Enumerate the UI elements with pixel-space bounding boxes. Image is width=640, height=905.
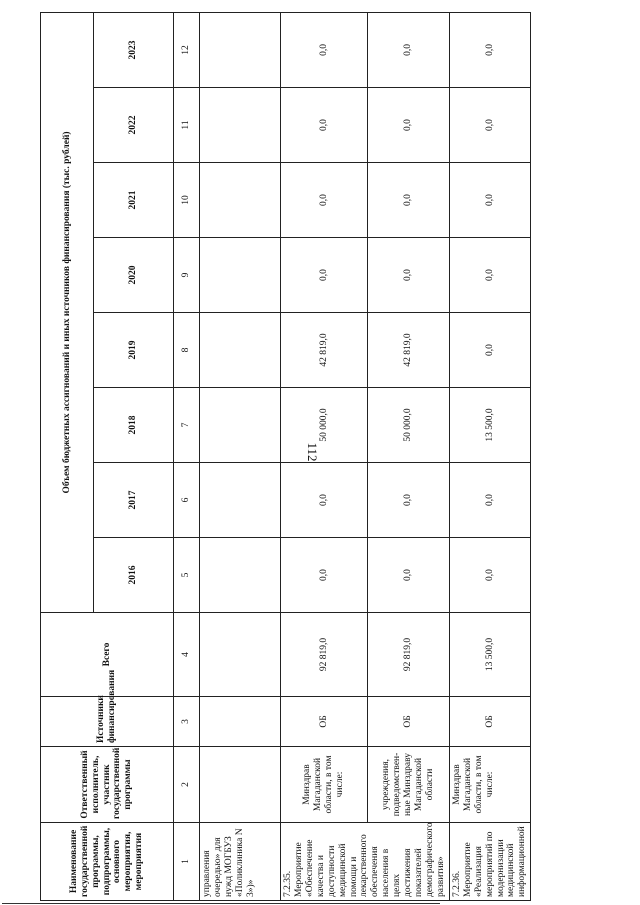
row-value: 0,0 bbox=[281, 88, 368, 163]
row-value: 0,0 bbox=[367, 163, 449, 238]
column-number: 1 bbox=[174, 823, 200, 901]
row-value: 0,0 bbox=[449, 88, 530, 163]
table-row bbox=[367, 12, 449, 900]
row-value: 13 500,0 bbox=[449, 388, 530, 463]
header-total: Всего bbox=[41, 613, 174, 697]
header-name: Наименование государственной программы, подпрограммы, основного мероприятия, мероприятия bbox=[41, 823, 174, 901]
column-number: 2 bbox=[174, 747, 200, 823]
row-value: 0,0 bbox=[449, 538, 530, 613]
row-value: 0,0 bbox=[281, 163, 368, 238]
footer-rule bbox=[2, 903, 440, 904]
row-value bbox=[200, 313, 281, 388]
row-executor: Минздрав Магаданской области, в том числе: bbox=[449, 747, 530, 823]
header-year-2021: 2021 bbox=[94, 163, 174, 238]
row-total bbox=[200, 613, 281, 697]
row-total: 92 819,0 bbox=[367, 613, 449, 697]
row-value: 0,0 bbox=[449, 313, 530, 388]
row-total: 13 500,0 bbox=[449, 613, 530, 697]
header-source: Источники финансирования bbox=[41, 697, 174, 747]
header-year-2016: 2016 bbox=[94, 538, 174, 613]
header-year-2018: 2018 bbox=[94, 388, 174, 463]
header-year-2017: 2017 bbox=[94, 463, 174, 538]
row-value bbox=[200, 388, 281, 463]
rotated-table-wrapper bbox=[40, 13, 528, 901]
row-value bbox=[200, 88, 281, 163]
header-year-2022: 2022 bbox=[94, 88, 174, 163]
header-funding-group: Объем бюджетных ассигнований и иных источников финансирования (тыс. рублей) bbox=[41, 12, 94, 612]
table-row bbox=[281, 12, 368, 900]
page-number: 112 bbox=[305, 442, 320, 462]
column-number: 4 bbox=[174, 613, 200, 697]
row-value: 0,0 bbox=[281, 463, 368, 538]
column-number: 10 bbox=[174, 163, 200, 238]
column-number: 8 bbox=[174, 313, 200, 388]
row-total: 92 819,0 bbox=[281, 613, 368, 697]
row-name: управления очередью» для нужд МОГБУЗ «Поликлиника N 3»)» bbox=[200, 823, 281, 901]
row-value: 0,0 bbox=[367, 88, 449, 163]
row-value bbox=[200, 12, 281, 87]
row-value: 42 819,0 bbox=[367, 313, 449, 388]
row-value: 0,0 bbox=[367, 238, 449, 313]
row-value: 0,0 bbox=[281, 238, 368, 313]
column-number: 9 bbox=[174, 238, 200, 313]
column-number: 12 bbox=[174, 12, 200, 87]
row-value: 0,0 bbox=[367, 463, 449, 538]
row-source: ОБ bbox=[281, 697, 368, 747]
row-name: 7.2.35. Мероприятие «Обеспечение качества и доступности медицинской помощи и лекарственного обеспечения населения в целях достижения показателей демографического развития» bbox=[281, 823, 450, 901]
funding-table bbox=[40, 12, 531, 901]
row-source: ОБ bbox=[449, 697, 530, 747]
row-value: 0,0 bbox=[281, 12, 368, 87]
column-number: 3 bbox=[174, 697, 200, 747]
row-executor bbox=[200, 747, 281, 823]
row-value: 0,0 bbox=[449, 12, 530, 87]
row-value: 0,0 bbox=[367, 538, 449, 613]
row-value: 50 000,0 bbox=[281, 388, 368, 463]
row-source bbox=[200, 697, 281, 747]
header-executor: Ответственный исполнитель, участник государственной программы bbox=[41, 747, 174, 823]
row-value: 0,0 bbox=[449, 163, 530, 238]
row-value: 0,0 bbox=[281, 538, 368, 613]
column-number: 6 bbox=[174, 463, 200, 538]
table-row bbox=[200, 12, 281, 900]
table-row bbox=[449, 12, 530, 900]
row-value bbox=[200, 238, 281, 313]
column-number: 5 bbox=[174, 538, 200, 613]
row-value bbox=[200, 463, 281, 538]
row-value: 0,0 bbox=[449, 238, 530, 313]
row-value: 0,0 bbox=[449, 463, 530, 538]
row-name: 7.2.36. Мероприятие «Реализация мероприятий по модернизации медицинской информационной bbox=[449, 823, 530, 901]
column-number: 7 bbox=[174, 388, 200, 463]
row-executor: Минздрав Магаданской области, в том числе: bbox=[281, 747, 368, 823]
column-number: 11 bbox=[174, 88, 200, 163]
header-year-2019: 2019 bbox=[94, 313, 174, 388]
row-value bbox=[200, 538, 281, 613]
row-value: 42 819,0 bbox=[281, 313, 368, 388]
row-value bbox=[200, 163, 281, 238]
row-source: ОБ bbox=[367, 697, 449, 747]
header-year-2020: 2020 bbox=[94, 238, 174, 313]
row-value: 50 000,0 bbox=[367, 388, 449, 463]
row-value: 0,0 bbox=[367, 12, 449, 87]
row-executor: учреждения, подведомствен-ные Минздраву Магаданской области bbox=[367, 747, 449, 823]
header-year-2023: 2023 bbox=[94, 12, 174, 87]
